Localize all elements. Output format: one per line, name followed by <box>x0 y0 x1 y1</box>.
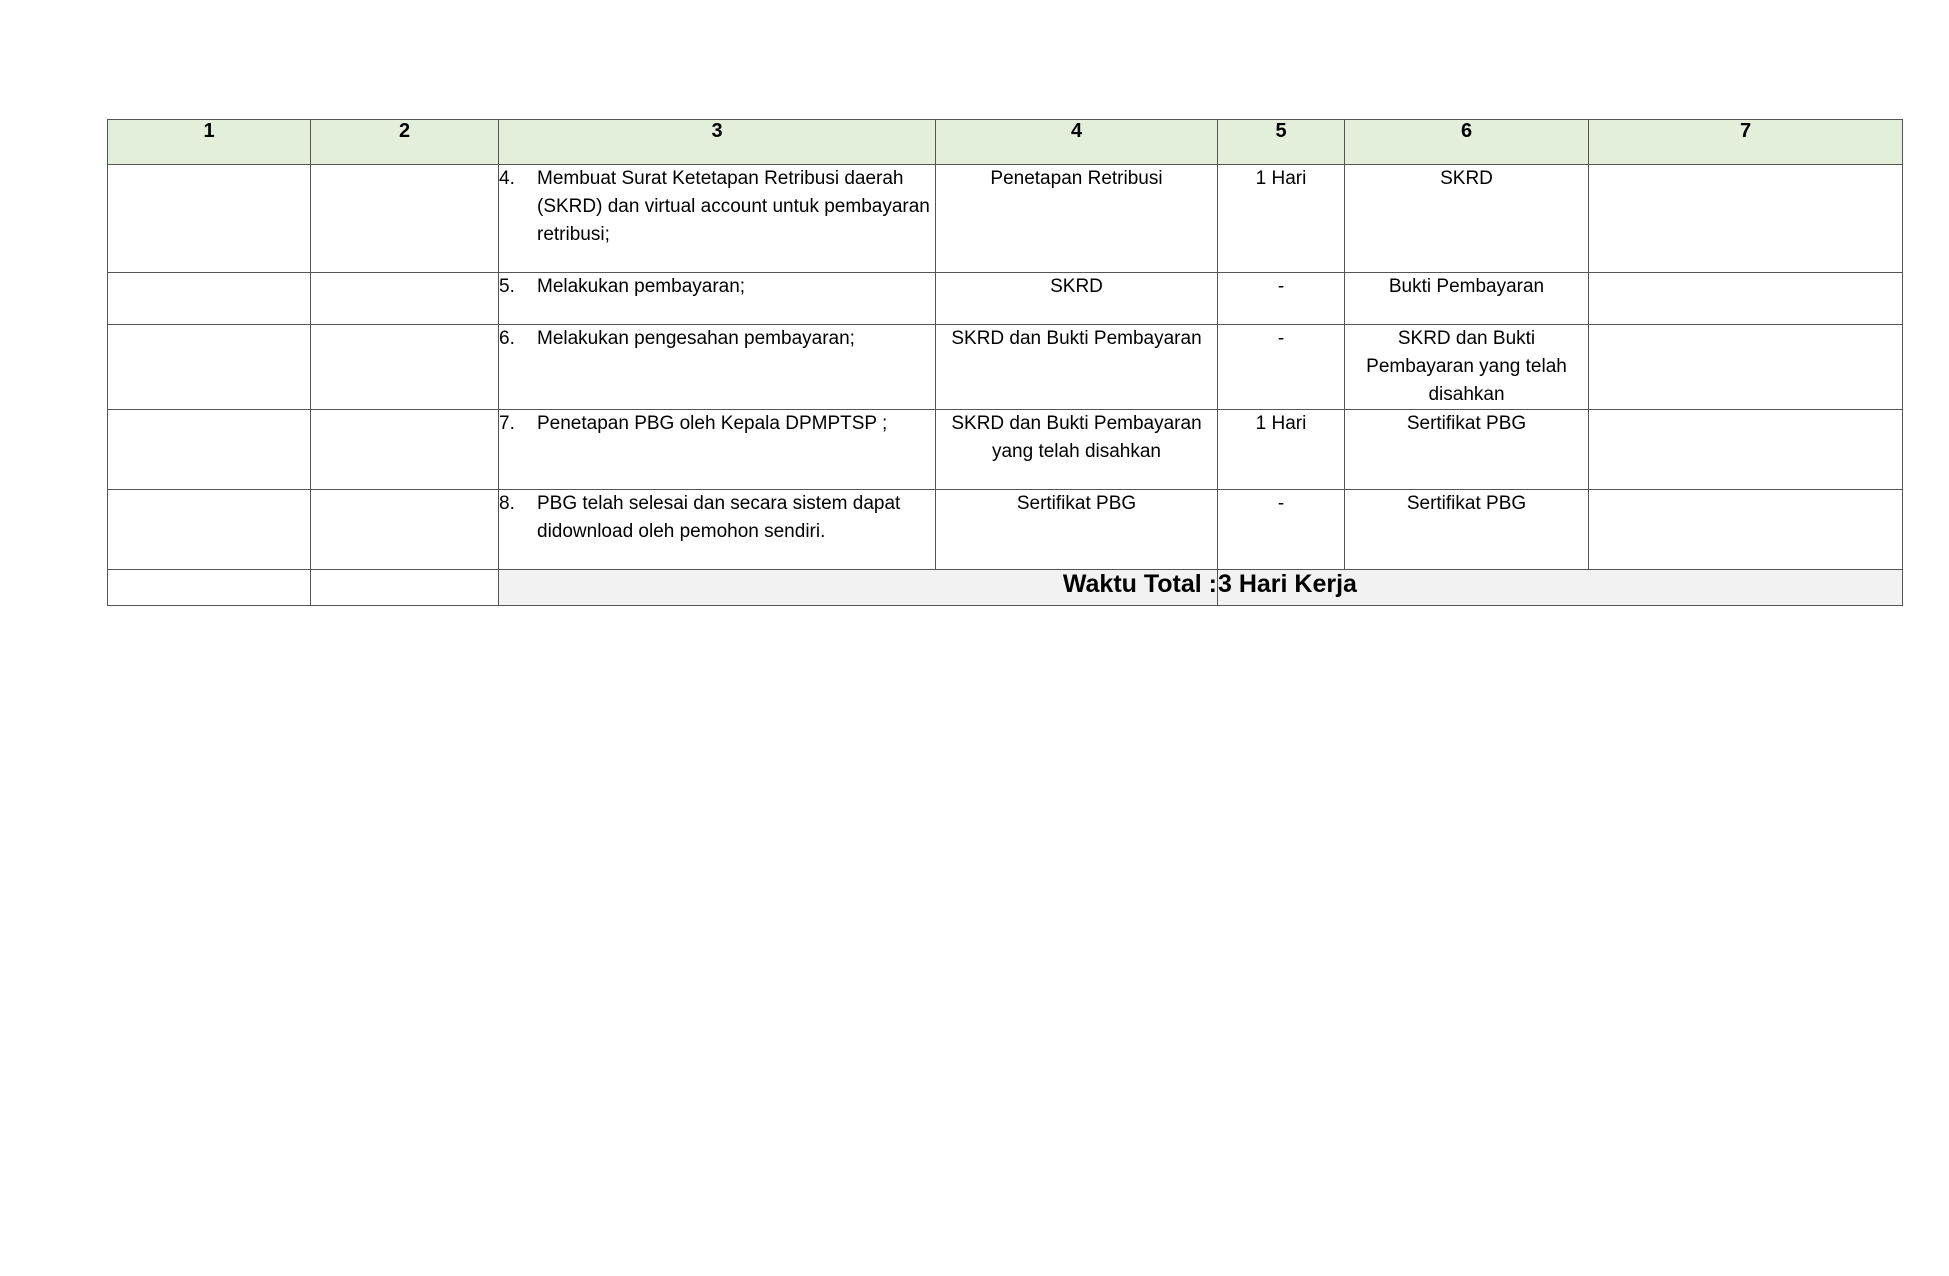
total-label: Waktu Total : <box>499 570 1218 606</box>
empty-cell <box>1589 490 1903 570</box>
activity-cell <box>499 165 936 273</box>
activity-cell <box>499 490 936 570</box>
step-number: 6. <box>499 328 515 349</box>
empty-cell <box>311 165 499 273</box>
step-text: PBG telah selesai dan secara sistem dapat didownload oleh pemohon sendiri. <box>537 493 901 542</box>
requirement-cell: Penetapan Retribusi <box>936 165 1218 273</box>
col-header-1: 1 <box>108 120 311 165</box>
empty-cell <box>108 410 311 490</box>
time-cell: - <box>1218 490 1345 570</box>
table-row <box>108 325 1903 410</box>
activity-cell <box>499 325 936 410</box>
activity-cell <box>499 273 936 325</box>
empty-cell <box>311 490 499 570</box>
col-header-2: 2 <box>311 120 499 165</box>
requirement-cell: SKRD dan Bukti Pembayaran yang telah disahkan <box>936 410 1218 490</box>
empty-cell <box>1589 273 1903 325</box>
empty-cell <box>1589 325 1903 410</box>
requirement-cell: SKRD <box>936 273 1218 325</box>
empty-cell <box>311 410 499 490</box>
requirement-cell: SKRD dan Bukti Pembayaran <box>936 325 1218 410</box>
output-cell: SKRD <box>1345 165 1589 273</box>
sop-table <box>107 119 1903 606</box>
time-cell: - <box>1218 325 1345 410</box>
empty-cell <box>108 325 311 410</box>
step-number: 8. <box>499 493 515 514</box>
step-text: Penetapan PBG oleh Kepala DPMPTSP ; <box>537 413 888 434</box>
col-header-4: 4 <box>936 120 1218 165</box>
requirement-cell: Sertifikat PBG <box>936 490 1218 570</box>
empty-cell <box>311 570 499 606</box>
step-text: Melakukan pengesahan pembayaran; <box>537 328 855 349</box>
col-header-7: 7 <box>1589 120 1903 165</box>
time-cell: 1 Hari <box>1218 165 1345 273</box>
time-cell: 1 Hari <box>1218 410 1345 490</box>
empty-cell <box>311 273 499 325</box>
total-row <box>108 570 1903 606</box>
output-cell: Sertifikat PBG <box>1345 410 1589 490</box>
activity-cell <box>499 410 936 490</box>
col-header-3: 3 <box>499 120 936 165</box>
empty-cell <box>108 273 311 325</box>
step-number: 4. <box>499 168 515 189</box>
step-text: Melakukan pembayaran; <box>537 276 746 297</box>
col-header-6: 6 <box>1345 120 1589 165</box>
table-row <box>108 490 1903 570</box>
header-row <box>108 120 1903 165</box>
empty-cell <box>1589 410 1903 490</box>
table-row <box>108 273 1903 325</box>
table-row <box>108 165 1903 273</box>
output-cell: SKRD dan Bukti Pembayaran yang telah disahkan <box>1345 325 1589 410</box>
time-cell: - <box>1218 273 1345 325</box>
total-value: 3 Hari Kerja <box>1218 570 1903 606</box>
col-header-5: 5 <box>1218 120 1345 165</box>
empty-cell <box>108 490 311 570</box>
output-cell: Bukti Pembayaran <box>1345 273 1589 325</box>
table-row <box>108 410 1903 490</box>
empty-cell <box>108 570 311 606</box>
empty-cell <box>1589 165 1903 273</box>
step-number: 5. <box>499 276 515 297</box>
empty-cell <box>311 325 499 410</box>
step-number: 7. <box>499 413 515 434</box>
step-text: Membuat Surat Ketetapan Retribusi daerah (SKRD) dan virtual account untuk pembayaran retribusi; <box>537 168 930 245</box>
output-cell: Sertifikat PBG <box>1345 490 1589 570</box>
empty-cell <box>108 165 311 273</box>
